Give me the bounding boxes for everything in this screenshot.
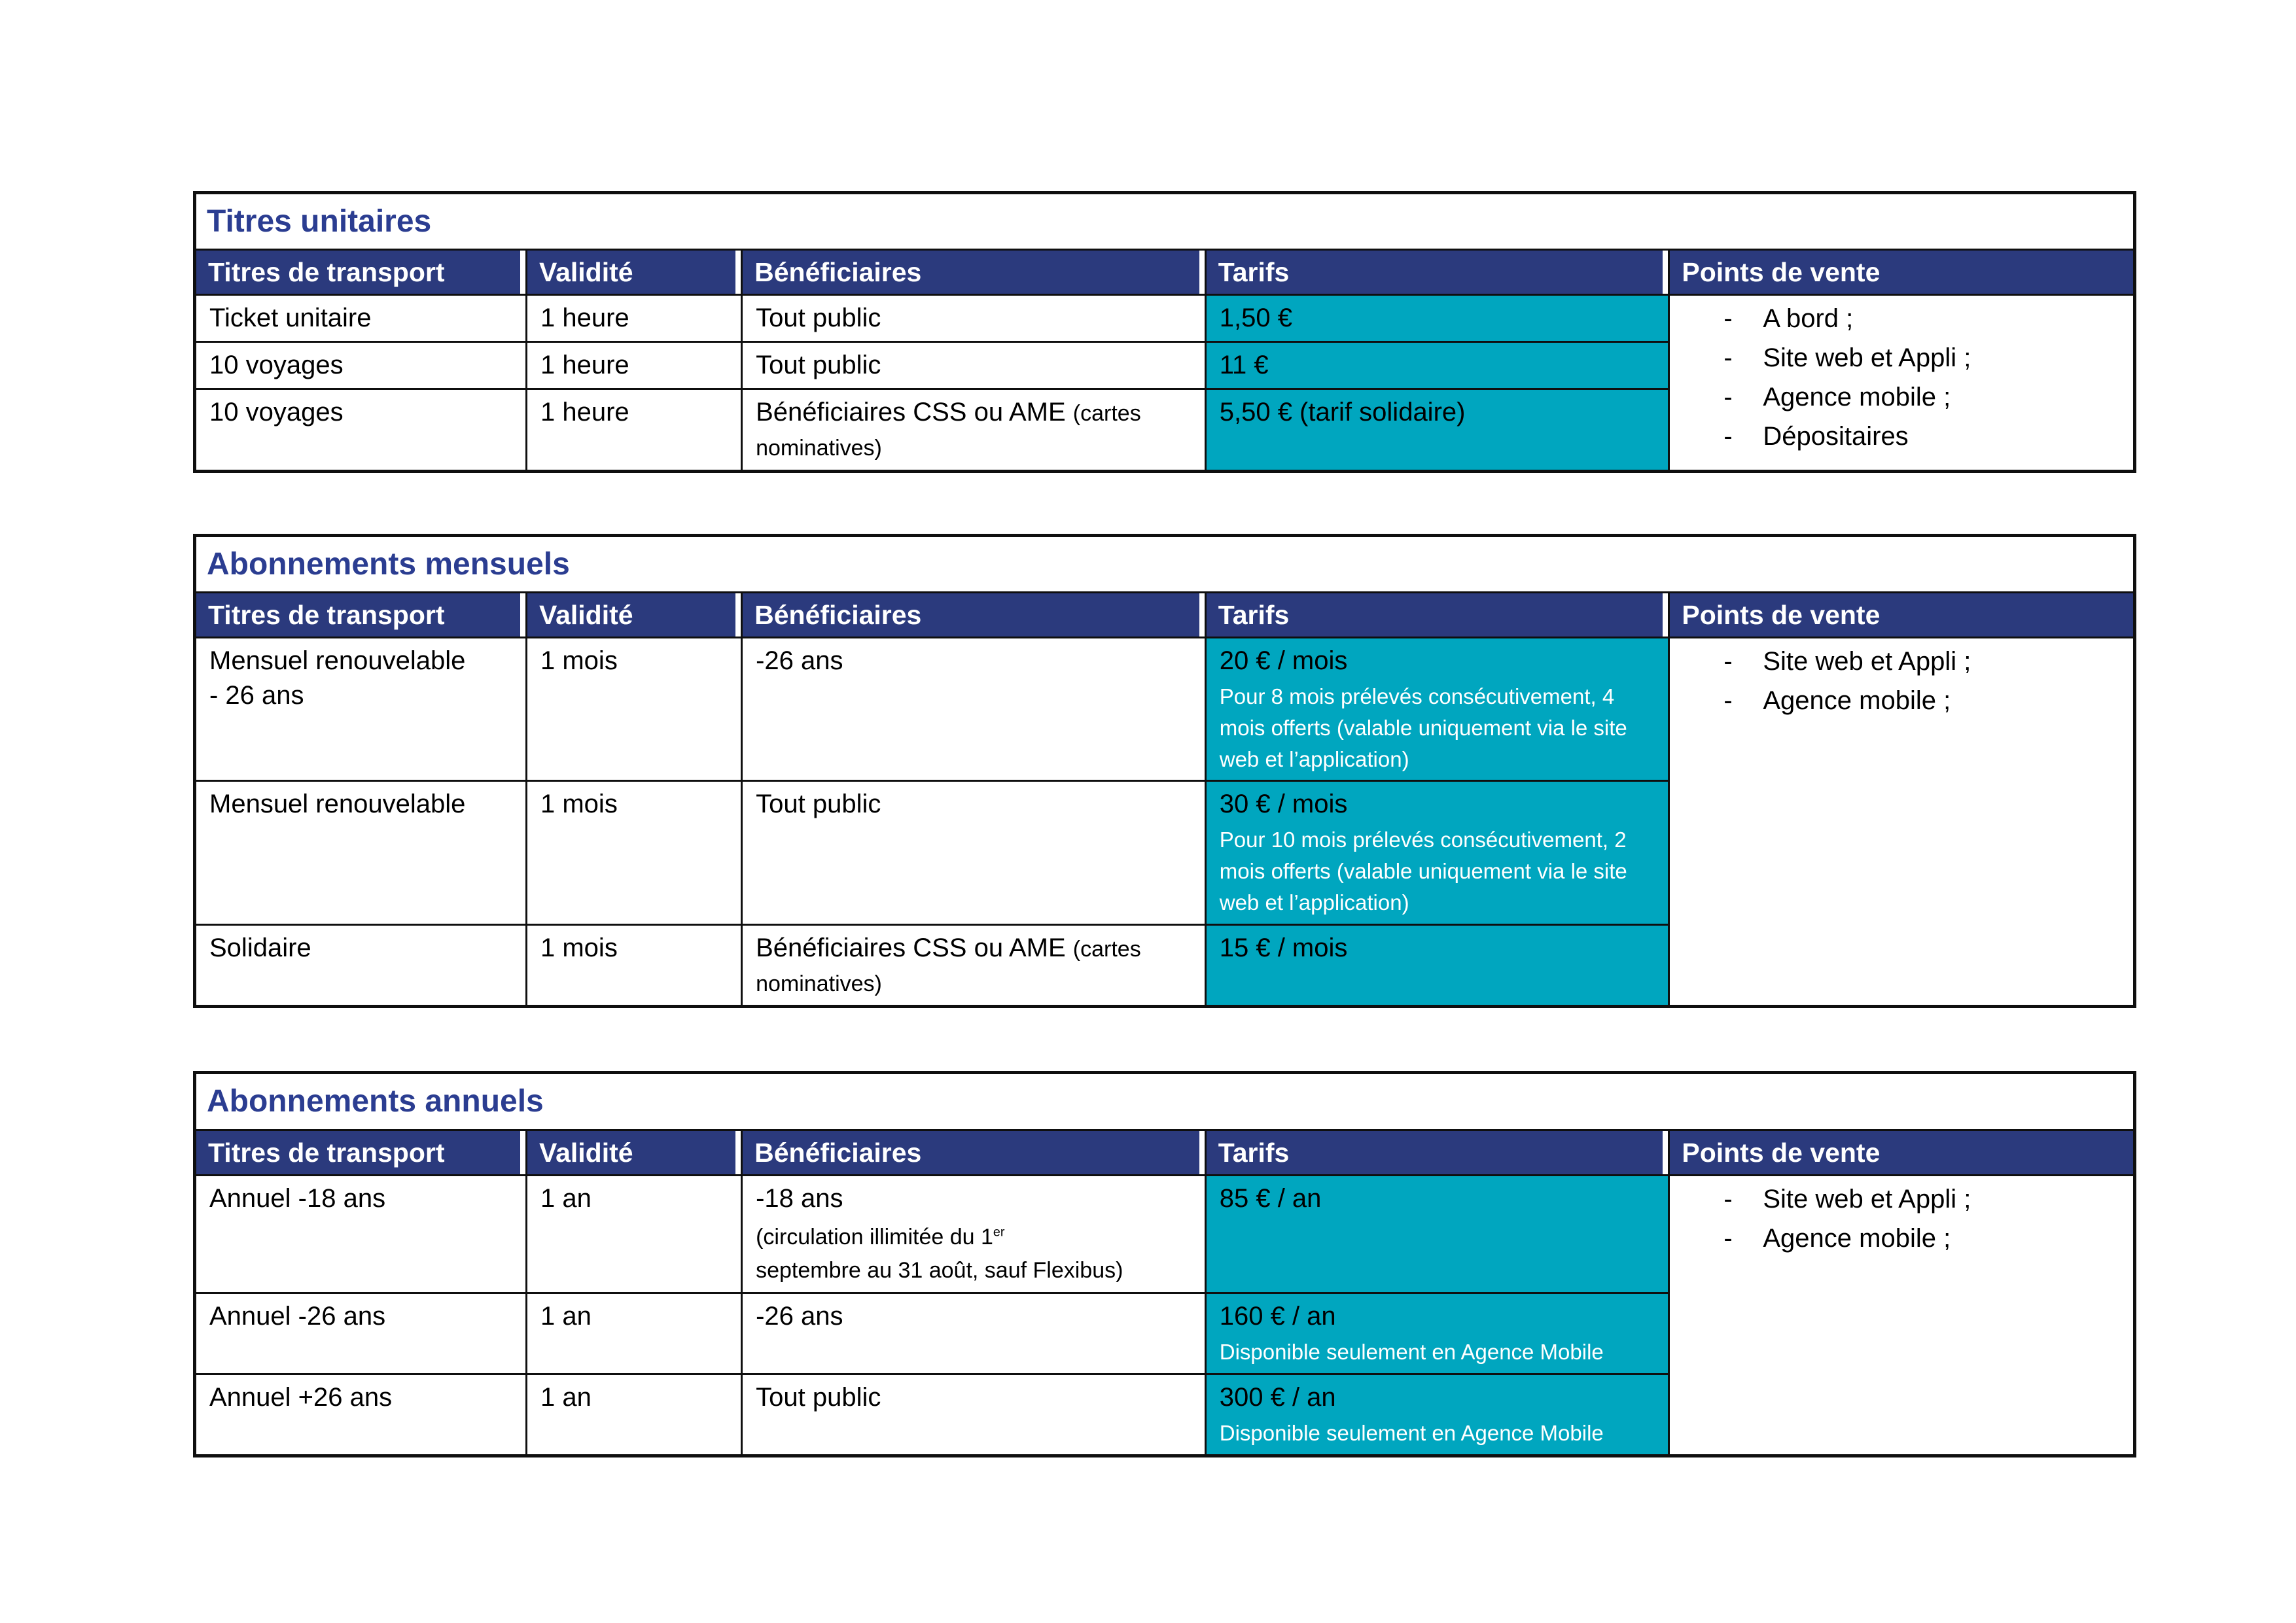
beneficiaires-value: -18 ans bbox=[756, 1183, 843, 1213]
point-de-vente-label: Dépositaires bbox=[1763, 422, 1909, 451]
beneficiaires-value: -26 ans bbox=[756, 1302, 843, 1331]
cell-beneficiaires bbox=[742, 1374, 1206, 1456]
column-header-beneficiaires bbox=[742, 593, 1206, 638]
beneficiaires-detail: (cartes nominatives) bbox=[756, 936, 1141, 996]
table-title: Abonnements annuels bbox=[207, 1084, 544, 1119]
beneficiaires-value: Tout public bbox=[756, 790, 881, 819]
titre-value: Mensuel renouvelable bbox=[209, 646, 466, 676]
table-title: Titres unitaires bbox=[207, 204, 432, 239]
cell-validite bbox=[527, 342, 742, 389]
cell-titre bbox=[195, 389, 527, 472]
cell-validite bbox=[527, 295, 742, 342]
list-item bbox=[1676, 343, 2127, 373]
list-item bbox=[1676, 1184, 2127, 1214]
titre-value: Ticket unitaire bbox=[209, 304, 372, 333]
titre-value: 10 voyages bbox=[209, 351, 344, 380]
cell-tarif bbox=[1205, 1175, 1669, 1293]
titre-value: Solidaire bbox=[209, 933, 311, 962]
dash-bullet: - bbox=[1723, 383, 1733, 412]
table-row bbox=[195, 1175, 2135, 1293]
dash-bullet: - bbox=[1723, 343, 1733, 373]
beneficiaires-detail: (cartes nominatives) bbox=[756, 401, 1141, 461]
cell-beneficiaires bbox=[742, 342, 1206, 389]
column-header-titres bbox=[195, 250, 527, 295]
titre-value: Annuel -18 ans bbox=[209, 1183, 386, 1213]
tarif-note-line: web et l’application) bbox=[1219, 746, 1409, 771]
tarif-note-line: Disponible seulement en Agence Mobile bbox=[1219, 1340, 1604, 1365]
beneficiaires-detail-text: septembre au 31 août, sauf Flexibus) bbox=[756, 1257, 1123, 1283]
tarif-note bbox=[1220, 824, 1655, 918]
beneficiaires-value: -26 ans bbox=[756, 646, 843, 676]
table-abonnements-mensuels bbox=[193, 534, 2136, 1009]
table-spacer bbox=[193, 473, 2136, 534]
column-header-points-de-vente bbox=[1669, 593, 2135, 638]
cell-validite bbox=[527, 1374, 742, 1456]
column-header-label: Points de vente bbox=[1682, 1137, 1881, 1168]
beneficiaires-value: Bénéficiaires CSS ou AME bbox=[756, 933, 1066, 962]
dash-bullet: - bbox=[1723, 1223, 1733, 1253]
column-header-label: Titres de transport bbox=[208, 257, 445, 288]
point-de-vente-label: A bord ; bbox=[1763, 304, 1854, 334]
titre-value: Mensuel renouvelable bbox=[209, 790, 466, 819]
point-de-vente-label: Agence mobile ; bbox=[1763, 1223, 1951, 1253]
cell-beneficiaires bbox=[742, 389, 1206, 472]
table-spacer bbox=[193, 1008, 2136, 1071]
cell-tarif bbox=[1205, 342, 1669, 389]
column-header-titres bbox=[195, 1130, 527, 1175]
point-de-vente-label: Site web et Appli ; bbox=[1763, 1184, 1971, 1213]
cell-beneficiaires bbox=[742, 924, 1206, 1007]
cell-beneficiaires bbox=[742, 1175, 1206, 1293]
cell-titre bbox=[195, 295, 527, 342]
table-title-cell bbox=[195, 1073, 2135, 1130]
cell-titre bbox=[195, 342, 527, 389]
table-row bbox=[195, 295, 2135, 342]
table-row bbox=[195, 638, 2135, 781]
column-header-tarifs bbox=[1205, 250, 1669, 295]
tarif-value: 300 € / an bbox=[1219, 1382, 1336, 1412]
point-de-vente-label: Site web et Appli ; bbox=[1763, 343, 1971, 373]
column-header-tarifs bbox=[1205, 593, 1669, 638]
dash-bullet: - bbox=[1723, 422, 1733, 451]
tarif-note-line: mois offerts (valable uniquement via le site bbox=[1219, 715, 1627, 740]
validite-value: 1 an bbox=[540, 1183, 592, 1213]
cell-titre bbox=[195, 1293, 527, 1374]
dash-bullet: - bbox=[1723, 304, 1733, 334]
cell-points-de-vente bbox=[1669, 638, 2135, 1007]
dash-bullet: - bbox=[1723, 647, 1733, 676]
beneficiaires-value: Tout public bbox=[756, 304, 881, 333]
titre-value-line2: - 26 ans bbox=[209, 680, 304, 710]
cell-tarif bbox=[1205, 1374, 1669, 1456]
list-item bbox=[1676, 382, 2127, 412]
validite-value: 1 heure bbox=[540, 351, 629, 380]
column-header-validite bbox=[527, 593, 742, 638]
tarif-value: 85 € / an bbox=[1219, 1183, 1322, 1213]
tarif-note bbox=[1220, 681, 1655, 775]
column-header-label: Validité bbox=[539, 600, 633, 631]
cell-beneficiaires bbox=[742, 638, 1206, 781]
table-title: Abonnements mensuels bbox=[207, 546, 570, 582]
cell-titre bbox=[195, 1374, 527, 1456]
column-header-label: Tarifs bbox=[1218, 1137, 1290, 1168]
validite-value: 1 mois bbox=[540, 933, 618, 962]
cell-validite bbox=[527, 389, 742, 472]
cell-tarif bbox=[1205, 638, 1669, 781]
tarif-note bbox=[1220, 1418, 1655, 1449]
cell-validite bbox=[527, 924, 742, 1007]
cell-beneficiaires bbox=[742, 1293, 1206, 1374]
tarif-value: 30 € / mois bbox=[1219, 790, 1348, 819]
list-item bbox=[1676, 686, 2127, 716]
beneficiaires-value: Bénéficiaires CSS ou AME bbox=[756, 398, 1066, 427]
validite-value: 1 mois bbox=[540, 646, 618, 676]
column-header-validite bbox=[527, 250, 742, 295]
cell-titre bbox=[195, 924, 527, 1007]
column-header-beneficiaires bbox=[742, 250, 1206, 295]
point-de-vente-label: Agence mobile ; bbox=[1763, 383, 1951, 412]
list-item bbox=[1676, 1223, 2127, 1253]
column-header-label: Validité bbox=[539, 257, 633, 288]
column-header-label: Tarifs bbox=[1218, 257, 1290, 288]
column-header-label: Points de vente bbox=[1682, 600, 1881, 631]
column-header-label: Bénéficiaires bbox=[754, 1137, 922, 1168]
table-title-cell bbox=[195, 535, 2135, 592]
beneficiaires-value: Tout public bbox=[756, 351, 881, 380]
validite-value: 1 heure bbox=[540, 304, 629, 333]
column-header-points-de-vente bbox=[1669, 1130, 2135, 1175]
cell-beneficiaires bbox=[742, 781, 1206, 924]
tarif-value: 5,50 € (tarif solidaire) bbox=[1219, 398, 1466, 427]
tarif-note-line: Pour 10 mois prélevés consécutivement, 2 bbox=[1219, 828, 1627, 852]
cell-tarif bbox=[1205, 295, 1669, 342]
table-abonnements-annuels bbox=[193, 1071, 2136, 1457]
cell-tarif bbox=[1205, 1293, 1669, 1374]
cell-validite bbox=[527, 1293, 742, 1374]
table-titres-unitaires bbox=[193, 191, 2136, 473]
header-row bbox=[195, 250, 2135, 295]
tarif-value: 160 € / an bbox=[1219, 1302, 1336, 1331]
validite-value: 1 an bbox=[540, 1382, 592, 1412]
validite-value: 1 mois bbox=[540, 790, 618, 819]
column-header-titres bbox=[195, 593, 527, 638]
cell-titre bbox=[195, 781, 527, 924]
column-header-label: Bénéficiaires bbox=[754, 600, 922, 631]
titre-value: Annuel +26 ans bbox=[209, 1382, 393, 1412]
tarif-note bbox=[1220, 1336, 1655, 1368]
dash-bullet: - bbox=[1723, 1184, 1733, 1213]
header-row bbox=[195, 593, 2135, 638]
column-header-validite bbox=[527, 1130, 742, 1175]
column-header-label: Validité bbox=[539, 1137, 633, 1168]
tarif-value: 15 € / mois bbox=[1219, 933, 1348, 962]
table-title-row bbox=[195, 535, 2135, 592]
beneficiaires-value: Tout public bbox=[756, 1382, 881, 1412]
cell-titre bbox=[195, 638, 527, 781]
table-title-row bbox=[195, 1073, 2135, 1130]
tarif-value: 1,50 € bbox=[1219, 304, 1292, 333]
column-header-points-de-vente bbox=[1669, 250, 2135, 295]
list-item bbox=[1676, 421, 2127, 451]
tarif-note-line: web et l’application) bbox=[1219, 890, 1409, 915]
point-de-vente-label: Site web et Appli ; bbox=[1763, 647, 1971, 676]
cell-validite bbox=[527, 1175, 742, 1293]
superscript-er: er bbox=[993, 1225, 1005, 1240]
list-item bbox=[1676, 646, 2127, 676]
tarif-value: 11 € bbox=[1219, 351, 1269, 380]
point-de-vente-label: Agence mobile ; bbox=[1763, 686, 1951, 716]
titre-value: 10 voyages bbox=[209, 398, 344, 427]
cell-titre bbox=[195, 1175, 527, 1293]
cell-validite bbox=[527, 781, 742, 924]
tarif-note-line: mois offerts (valable uniquement via le site bbox=[1219, 859, 1627, 884]
cell-tarif bbox=[1205, 781, 1669, 924]
tarif-note-line: Disponible seulement en Agence Mobile bbox=[1219, 1420, 1604, 1445]
header-row bbox=[195, 1130, 2135, 1175]
validite-value: 1 an bbox=[540, 1302, 592, 1331]
tarif-note-line: Pour 8 mois prélevés consécutivement, 4 bbox=[1219, 684, 1615, 708]
cell-validite bbox=[527, 638, 742, 781]
table-title-cell bbox=[195, 193, 2135, 250]
cell-beneficiaires bbox=[742, 295, 1206, 342]
table-title-row bbox=[195, 193, 2135, 250]
column-header-label: Titres de transport bbox=[208, 600, 445, 631]
beneficiaires-detail-text: (circulation illimitée du 1 bbox=[756, 1224, 993, 1249]
tables-container bbox=[193, 191, 2136, 1457]
column-header-label: Titres de transport bbox=[208, 1137, 445, 1168]
validite-value: 1 heure bbox=[540, 398, 629, 427]
column-header-label: Points de vente bbox=[1682, 257, 1881, 288]
column-header-label: Tarifs bbox=[1218, 600, 1290, 631]
titre-value: Annuel -26 ans bbox=[209, 1302, 386, 1331]
beneficiaires-detail bbox=[756, 1221, 1192, 1253]
cell-points-de-vente bbox=[1669, 295, 2135, 471]
cell-tarif bbox=[1205, 924, 1669, 1007]
column-header-tarifs bbox=[1205, 1130, 1669, 1175]
dash-bullet: - bbox=[1723, 686, 1733, 716]
column-header-label: Bénéficiaires bbox=[754, 257, 922, 288]
tarif-value: 20 € / mois bbox=[1219, 646, 1348, 676]
cell-points-de-vente bbox=[1669, 1175, 2135, 1456]
list-item bbox=[1676, 304, 2127, 334]
column-header-beneficiaires bbox=[742, 1130, 1206, 1175]
cell-tarif bbox=[1205, 389, 1669, 472]
